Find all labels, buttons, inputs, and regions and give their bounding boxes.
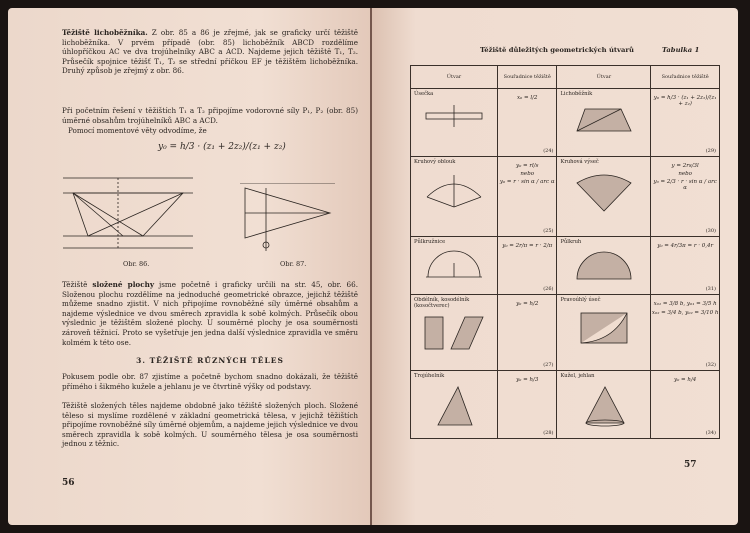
- formula-cell: [651, 157, 720, 237]
- cone-figure: [574, 383, 634, 427]
- line-segment-figure: [424, 101, 484, 131]
- formula: y₀ = h/4: [674, 377, 697, 383]
- right-segment-figure: [573, 307, 635, 347]
- formula-cell: [497, 371, 557, 439]
- trapezoid-paragraph: [62, 28, 358, 76]
- table-header-row: [411, 66, 720, 89]
- formula-cell: [497, 89, 557, 157]
- shape-name: Úsečka: [414, 91, 434, 97]
- shape-name: Pravoúhlý úseč: [560, 297, 601, 303]
- shape-cell: [557, 89, 651, 157]
- formula: y = 2rs/3l: [671, 163, 699, 169]
- formula-cell: [497, 157, 557, 237]
- formula: y₀ = 2r/π = r · 2/π: [502, 243, 553, 249]
- formula-cell: [497, 237, 557, 295]
- figure-86-caption: Obr. 86.: [123, 260, 150, 268]
- formula-cell: [651, 237, 720, 295]
- circular-sector-figure: [573, 169, 635, 213]
- trapezoid-text: Z obr. 85 a 86 je zřejmé, jak se graficky určí těžiště lichoběžníka. V prvém případě (obr. 85) lichoběžník ABCD rozdělíme úhlopříčkou AC ve dva trojúhelníky ABC a ACD. Najdeme jejich těžiště T₁, T₂. Průsečík spojnice těžišť T₁, T₂ se střední příčkou EF je těžištěm lichoběžníka. Druhý způsob je zřejmý z obr. 86.: [62, 28, 359, 76]
- shape-name: Kužel, jehlan: [560, 373, 595, 379]
- right-page: [372, 8, 738, 525]
- formula-note: nebo: [678, 171, 692, 177]
- trapezoid-heading: Těžiště lichoběžníka.: [62, 28, 148, 37]
- formula-ref: (26): [543, 286, 554, 292]
- formula-note: nebo: [520, 171, 535, 177]
- figure-87: [240, 183, 340, 253]
- centroid-table: [410, 65, 720, 439]
- formula: x₀₂ = 3/4 b, y₀₂ = 3/10 h: [651, 310, 719, 316]
- formula-ref: (29): [705, 148, 716, 154]
- right-page-number: 57: [684, 460, 697, 470]
- col-header: Souřadnice těžiště: [651, 66, 720, 89]
- shape-cell: [411, 89, 498, 157]
- formula-ref: (32): [705, 362, 716, 368]
- formula-ref: (25): [543, 228, 554, 234]
- shape-cell: [557, 237, 651, 295]
- shape-cell: [557, 371, 651, 439]
- table-row: [411, 89, 720, 157]
- formula-cell: [497, 295, 557, 371]
- formula: y₀ = 2/3 · r · sin α / arc α: [653, 179, 717, 191]
- formula: x₀ = l/2: [516, 95, 538, 101]
- shape-name: Kruhová výseč: [560, 159, 599, 165]
- table-row: [411, 157, 720, 237]
- section-heading: 3. TĚŽIŠTĚ RŮZNÝCH TĚLES: [136, 356, 284, 365]
- formula: x₀₁ = 3/8 b, y₀₁ = 3/5 h: [653, 301, 717, 307]
- trapezoid-figure: [573, 101, 635, 137]
- composite-area-paragraph: [62, 280, 358, 347]
- table-row: [411, 295, 720, 371]
- formula: y₀ = 4r/3π = r · 0,4r: [657, 243, 714, 249]
- parallelogram-figure: [421, 313, 487, 353]
- cone-paragraph: Pokusem podle obr. 87 zjistíme a početně bychom snadno dokázali, že těžiště přímého i šikmého kužele a jehlanu je ve čtvrtině výšky od podstavy.: [62, 372, 358, 391]
- composite-area-text: jsme početně i graficky určili na str. 45, obr. 66. Složenou plochu rozdělíme na jednoduché geometrické obrazce, jejichž těžiště můžeme snadno zjistit. V nich připojíme rovnoběžné síly úměrné obsahům a najdeme výslednice ve dvou směrech zpravidla k sobě kolmých. Průsečík obou výslednic je těžištěm složené plochy. U souměrné plochy je osa souměrnosti zároveň těžnicí. Proto se vyšetřuje jen jedna další výslednice zpravidla ve směru kolmém k této ose.: [62, 280, 358, 347]
- shape-name: Lichoběžník: [560, 91, 593, 97]
- triangle-figure: [424, 383, 484, 427]
- shape-cell: [557, 295, 651, 371]
- half-disc-figure: [573, 249, 635, 281]
- running-head: Těžiště důležitých geometrických útvarů: [480, 46, 634, 54]
- shape-cell: [411, 237, 498, 295]
- left-page: [8, 8, 370, 525]
- formula-ref: (34): [705, 430, 716, 436]
- composite-area-term: složené plochy: [92, 280, 154, 289]
- formula: y₀ = h/3 · (z₁ + 2z₂)/(z₁ + z₂): [653, 95, 717, 107]
- formula: y₀ = h/3: [516, 377, 539, 383]
- formula-cell: [651, 89, 720, 157]
- shape-cell: [411, 371, 498, 439]
- circular-arc-figure: [423, 169, 485, 209]
- formula: y₀ = rl/s: [515, 163, 539, 169]
- formula: y₀ = r · sin α / arc α: [499, 179, 555, 185]
- composite-area-lead: Těžiště: [62, 280, 88, 289]
- col-header: Útvar: [411, 66, 498, 89]
- col-header: Útvar: [557, 66, 651, 89]
- shape-name: Půlkruh: [560, 239, 582, 245]
- figure-87-caption: Obr. 87.: [280, 260, 307, 268]
- shape-name: Trojúhelník: [414, 373, 445, 379]
- formula-cell: [651, 295, 720, 371]
- shape-name: Obdélník, kosodélník (kosočtverec): [414, 297, 470, 309]
- shape-name: Půlkružnice: [414, 239, 446, 245]
- semicircle-arc-figure: [424, 249, 484, 279]
- table-row: [411, 237, 720, 295]
- formula-cell: [651, 371, 720, 439]
- formula-ref: (27): [543, 362, 554, 368]
- shape-name: Kruhový oblouk: [414, 159, 456, 165]
- table-label: Tabulka 1: [662, 46, 700, 54]
- table-row: [411, 371, 720, 439]
- col-header: Souřadnice těžiště: [497, 66, 557, 89]
- composite-body-paragraph: Těžiště složených těles najdeme obdobně jako těžiště složených ploch. Složené těleso si myslíme rozdělené v základní geometrická tělesa, v jejichž těžištích připojíme rovnoběžné síly úměrné objemům, a najdeme jejich výslednice ve dvou směrech zpravidla k sobě kolmých. U souměrného tělesa je osa souměrnosti jednou z těžnic.: [62, 401, 358, 449]
- shape-cell: [557, 157, 651, 237]
- formula-ref: (24): [543, 148, 554, 154]
- shape-cell: [411, 157, 498, 237]
- shape-cell: [411, 295, 498, 371]
- centroid-equation: y₀ = h/3 · (z₁ + 2z₂)/(z₁ + z₂): [158, 142, 286, 152]
- formula-ref: (28): [543, 430, 554, 436]
- left-page-number: 56: [62, 478, 75, 488]
- figure-86: [63, 168, 203, 258]
- calculation-paragraph: Při početním řešení v těžištích T₁ a T₂ připojíme vodorovné síly P₁, P₂ (obr. 85) úměrné obsahům trojúhelníků ABC a ACD.: [62, 106, 358, 125]
- moment-paragraph: Pomocí momentové věty odvodíme, že: [68, 126, 207, 135]
- formula: y₀ = h/2: [516, 301, 539, 307]
- formula-ref: (30): [705, 228, 716, 234]
- formula-ref: (31): [705, 286, 716, 292]
